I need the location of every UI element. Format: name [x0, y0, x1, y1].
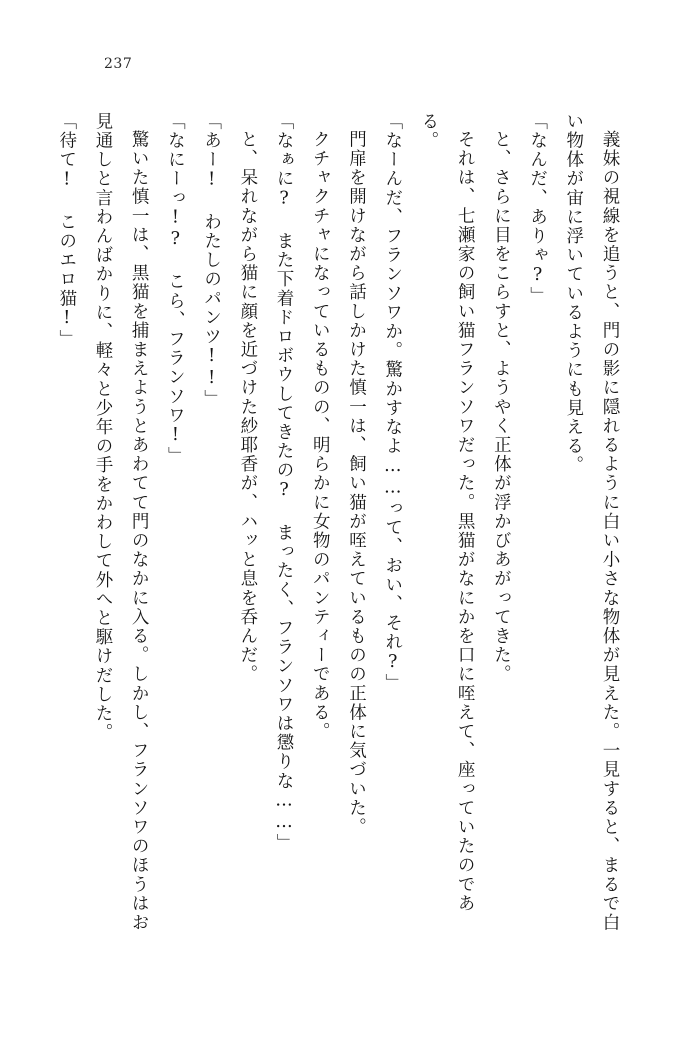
paragraph: 門扉を開けながら話しかけた慎一は、飼い猫が咥えているものの正体に気づいた。: [346, 129, 367, 837]
paragraph: 「なぁに? また下着ドロボウしてきたの? まったく、フランソワは懲りな……」: [274, 112, 295, 853]
paragraph: それは、七瀬家の飼い猫フランソワだった。黒猫がなにかを口に咥えて、座っていたのである。: [418, 112, 476, 913]
paragraph: 「なにーっ!? こら、フランソワ!」: [165, 112, 186, 466]
paragraph: 「待て! このエロ猫!」: [56, 112, 77, 349]
paragraph: 義妹の視線を追うと、門の影に隠れるように白い小さな物体が見えた。一見すると、まるで白い物体が宙に浮いているようにも見える。: [563, 112, 620, 932]
paragraph: 「なんだ、ありゃ?」: [527, 112, 548, 306]
paragraph: 驚いた慎一は、黒猫を捕まえようとあわてて門のなかに入る。しかし、フランソワのほうはお見通しと言わんばかりに、軽々と少年の手をかわして外へと駆けだした。: [92, 112, 150, 932]
paragraph: と、さらに目をこらすと、ようやく正体が浮かびあがってきた。: [491, 129, 512, 684]
paragraph: クチャクチャになっているものの、明らかに女物のパンティーである。: [310, 129, 331, 741]
paragraph: と、呆れながら猫に顔を近づけた紗耶香が、ハッと息を呑んだ。: [237, 129, 258, 684]
paragraph: 「あー! わたしのパンツ!!」: [201, 112, 222, 409]
body-text: [56, 112, 628, 942]
page-number: 237: [104, 56, 133, 72]
paragraph: 「なーんだ、フランソワか。驚かすなよ……って、おい、それ?」: [382, 112, 403, 693]
